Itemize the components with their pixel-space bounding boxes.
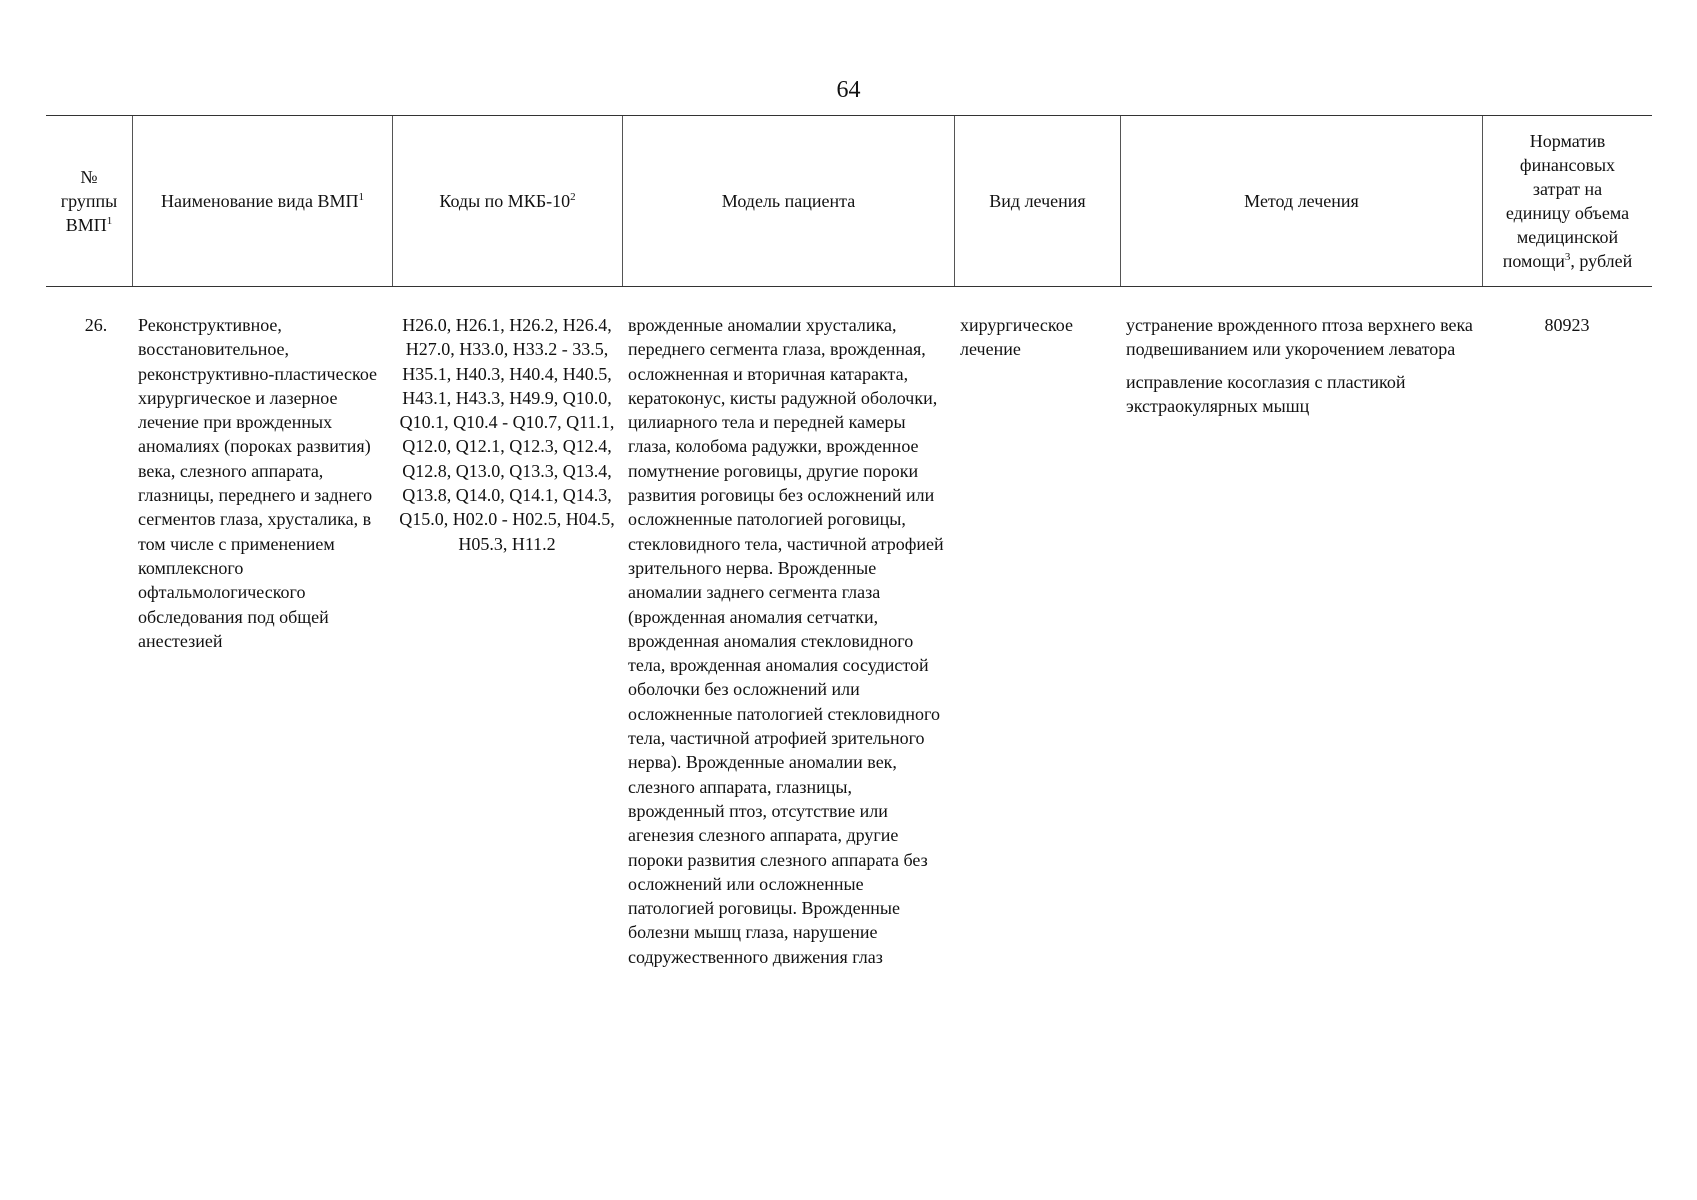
row-norm: 80923 (1544, 315, 1590, 335)
header-method-text: Метод лечения (1244, 191, 1359, 211)
header-codes (392, 116, 622, 286)
header-norm-sup: 3 (1564, 251, 1571, 263)
row-method-item: устранение врожденного птоза верхнего века подвешиванием или укорочением леватора (1126, 315, 1473, 360)
header-group-no-sup: 1 (106, 215, 113, 227)
row-name: Реконструктивное, восстановительное, реконструктивно-пластическое хирургическое и лазерное лечение при врожденных аномалиях (пороках развития) века, слезного аппарата, глазницы, переднего и заднего сегментов глаза, хрусталика, в том числе с применением комплексного офтальмологического обследования под общей анестезией (138, 315, 378, 651)
header-model (622, 116, 954, 286)
header-codes-sup: 2 (570, 191, 576, 203)
header-norm (1482, 116, 1652, 286)
header-name-sup: 1 (358, 191, 364, 203)
row-methods (1120, 313, 1482, 969)
table-header (46, 115, 1652, 287)
header-treatment-type-text: Вид лечения (989, 191, 1086, 211)
header-treatment-type (954, 116, 1120, 286)
header-group-no (46, 116, 132, 286)
row-treatment-type: хирургическое лечение (960, 315, 1073, 360)
header-name (132, 116, 392, 286)
row-group-no: 26. (84, 315, 108, 335)
table-row (46, 287, 1652, 969)
header-method (1120, 116, 1482, 286)
header-name-text: Наименование вида ВМП (161, 191, 359, 211)
page-number: 64 (836, 77, 861, 103)
row-model: врожденные аномалии хрусталика, переднего сегмента глаза, врожденная, осложненная и вторичная катаракта, кератоконус, кисты радужной оболочки, цилиарного тела и передней камеры глаза, колобома радужки, врожденное помутнение роговицы, другие пороки развития роговицы без осложнений или осложненные патологией роговицы, стекловидного тела, частичной атрофией зрительного нерва. Врожденные аномалии заднего сегмента глаза (врожденная аномалия сетчатки, врожденная аномалия стекловидного тела, врожденная аномалия сосудистой оболочки без осложнений или осложненные патологией стекловидного тела, частичной атрофией зрительного нерва). Врожденные аномалии век, слезного аппарата, глазницы, врожденный птоз, отсутствие или агенезия слезного аппарата, другие пороки развития слезного аппарата без осложнений или осложненные патологией роговицы. Врожденные болезни мышц глаза, нарушение содружественного движения глаз (628, 315, 944, 967)
header-model-text: Модель пациента (721, 191, 856, 211)
header-norm-text: Норматив финансовых затрат на единицу объема медицинской помощи (1502, 131, 1630, 271)
header-group-no-text: № группы ВМП (60, 167, 118, 235)
header-codes-text: Коды по МКБ-10 (439, 191, 571, 211)
vmp-table (46, 115, 1652, 969)
row-codes: H26.0, H26.1, H26.2, H26.4, H27.0, H33.0, H33.2 - 33.5, H35.1, H40.3, H40.4, H40.5, H43.1, H43.3, H49.9, Q10.0, Q10.1, Q10.4 - Q10.7, Q11.1, Q12.0, Q12.1, Q12.3, Q12.4, Q12.8, Q13.0, Q13.3, Q13.4, Q13.8, Q14.0, Q14.1, Q14.3, Q15.0, H02.0 - H02.5, H04.5, H05.3, H11.2 (399, 315, 615, 554)
row-method-item: исправление косоглазия с пластикой экстраокулярных мышц (1126, 371, 1406, 416)
header-norm-unit: , рублей (1570, 251, 1633, 271)
